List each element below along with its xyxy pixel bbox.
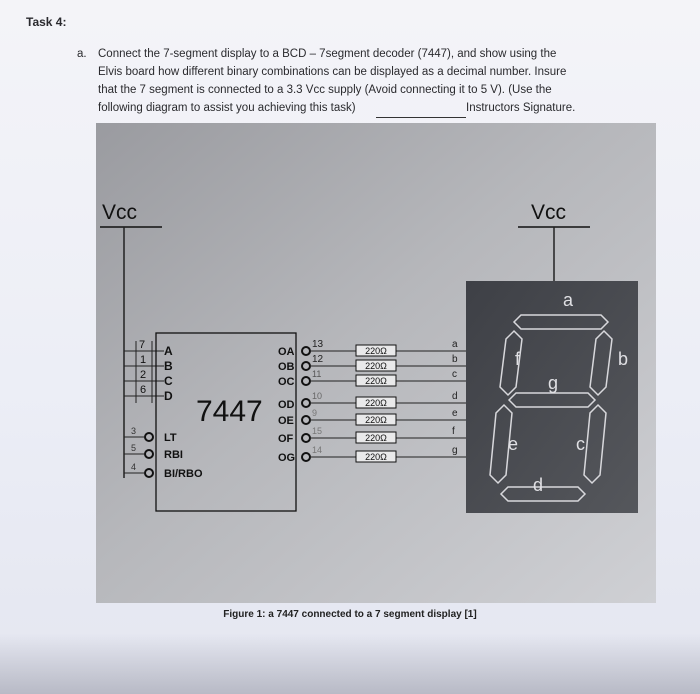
resistor-e-value: 220Ω — [365, 415, 387, 425]
seg-label-b: b — [452, 354, 458, 365]
pin-num-rbi: 5 — [131, 443, 137, 453]
display-body — [466, 281, 638, 513]
resistor-g-value: 220Ω — [365, 452, 387, 462]
pin-num-of: 15 — [312, 426, 323, 436]
display-seg-g: g — [548, 373, 559, 393]
output-label-oe: OE — [278, 415, 294, 427]
pin-num-od: 10 — [312, 391, 323, 401]
control-label-lt: LT — [164, 432, 177, 444]
task-heading: Task 4: — [26, 15, 67, 29]
input-label-b: B — [164, 359, 173, 373]
vcc-left-label: Vcc — [102, 201, 138, 224]
paragraph-line-1: Connect the 7-segment display to a BCD – 7segment decoder (7447), and show using the — [98, 48, 557, 60]
page-shadow — [0, 634, 700, 694]
pin-num-a: 7 — [139, 339, 146, 351]
pin-num-oc: 11 — [312, 369, 322, 379]
circuit-diagram — [96, 123, 656, 603]
output-label-of: OF — [278, 433, 294, 445]
output-label-oa: OA — [278, 346, 295, 358]
display-seg-a: a — [563, 290, 574, 310]
resistor-d-value: 220Ω — [365, 398, 387, 408]
paragraph-line-4: following diagram to assist you achieving this task) — [98, 102, 356, 114]
instructors-signature-label: Instructors Signature. — [466, 102, 576, 114]
display-seg-b: b — [618, 349, 629, 369]
item-letter: a. — [77, 48, 87, 60]
resistor-c-value: 220Ω — [365, 376, 387, 386]
resistor-a-value: 220Ω — [365, 346, 387, 356]
paragraph-line-2: Elvis board how different binary combinations can be displayed as a decimal number. Insure — [98, 66, 567, 78]
vcc-right-label: Vcc — [531, 201, 567, 224]
display-seg-f: f — [515, 349, 521, 369]
seg-label-g: g — [452, 445, 458, 456]
pin-num-lt: 3 — [131, 426, 137, 436]
seg-label-a: a — [452, 339, 458, 350]
seg-label-e: e — [452, 408, 458, 419]
pin-num-d: 6 — [140, 384, 147, 396]
output-label-oc: OC — [278, 376, 295, 388]
paragraph-line-3: that the 7 segment is connected to a 3.3 Vcc supply (Avoid connecting it to 5 V). (Use the — [98, 84, 552, 96]
signature-line — [376, 117, 466, 118]
display-seg-d: d — [533, 475, 544, 495]
control-label-birbo: BI/RBO — [164, 468, 203, 480]
figure-caption: Figure 1: a 7447 connected to a 7 segment display [1] — [223, 609, 477, 620]
seg-label-d: d — [452, 391, 458, 402]
seg-label-f: f — [452, 426, 455, 437]
seven-segment-display — [466, 281, 638, 513]
display-seg-e: e — [508, 434, 519, 454]
input-label-a: A — [164, 344, 173, 358]
seg-label-c: c — [452, 369, 457, 380]
pin-num-oa: 13 — [312, 339, 324, 350]
pin-num-b: 1 — [140, 354, 147, 366]
pin-num-birbo: 4 — [131, 462, 137, 472]
input-label-d: D — [164, 389, 173, 403]
control-label-rbi: RBI — [164, 449, 183, 461]
pin-num-c: 2 — [140, 369, 147, 381]
input-label-c: C — [164, 374, 173, 388]
resistor-b-value: 220Ω — [365, 361, 387, 371]
output-label-og: OG — [278, 452, 296, 464]
display-seg-c: c — [576, 434, 585, 454]
output-label-od: OD — [278, 399, 295, 411]
resistor-f-value: 220Ω — [365, 433, 387, 443]
pin-num-ob: 12 — [312, 354, 324, 365]
pin-num-og: 14 — [312, 445, 323, 455]
pin-num-oe: 9 — [312, 408, 318, 418]
output-label-ob: OB — [278, 361, 295, 373]
chip-label: 7447 — [196, 395, 263, 428]
